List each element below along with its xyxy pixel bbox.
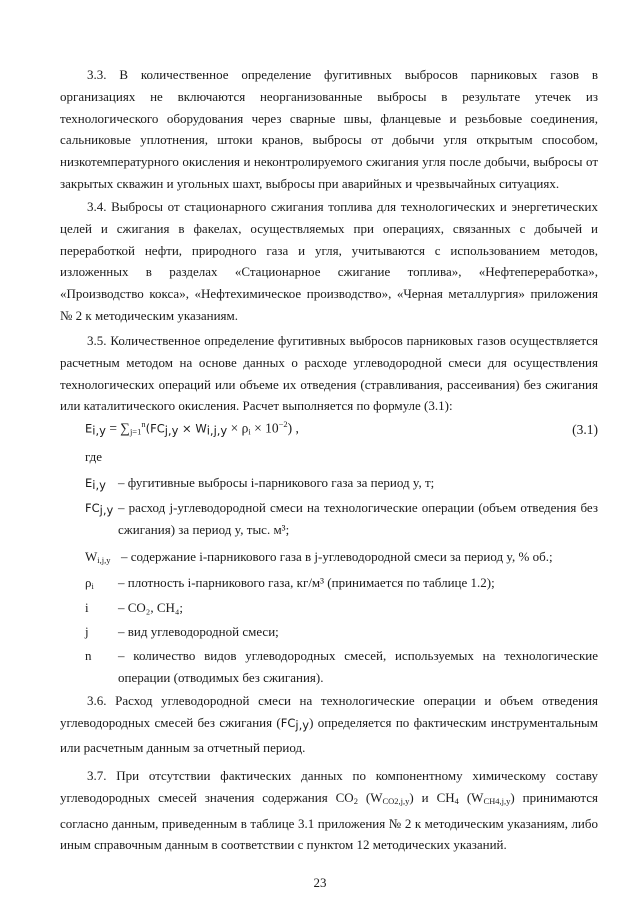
paragraph-3-7: 3.7. При отсутствии фактических данных по компонентному химическому составу углеводородных смесей значения содержания $CO_2$ $(W_{CO2,j,y})$ и $CH_4$ $(W_{CH4,j,y})$ принимаются согласно данным, приведенным в таблице 3.1 приложения № 2 к методическим указаниям, либо иным справочным данным в соответствии с пунктом 12 методических указаний. <box>60 768 598 853</box>
formula-3-1 <box>85 419 598 441</box>
formula-expression: $E_{i,y} = \sum_{j=1}^n(FC_{j,y} \times W_{i,j,y} \times \rho_i \times 10^{-2})$ , <box>85 419 299 438</box>
definition-w: $W_{i,j,y}$ – содержание i-парникового газа в j-углеводородной смеси за период y, % об.; <box>85 549 553 565</box>
paragraph-3-3: 3.3. В количественное определение фугитивных выбросов парниковых газов в организациях не включаются неорганизованные выбросы в результате утечек из технологического оборудования через сварные швы, фланцевые и резьбовые соединения, сальниковые уплотнения, штоки кранов, выбросы от добычи угля открытым способом, низкотемпературного окисления и неконтролируемого сжигания угля после добычи, выбросы от закрытых скважин и угольных шахт, выбросы при аварийных и чрезвычайных ситуациях. <box>60 67 598 191</box>
definition-e: $E_{i,y}$ – фугитивные выбросы i-парникового газа за период y, т; <box>85 475 435 492</box>
paragraph-3-5: 3.5. Количественное определение фугитивных выбросов парниковых газов осуществляется расчетным методом на основе данных о расходе углеводородной смеси для осуществления технологических операций или объеме их отведения (стравливания, рассеивания) без сжигания или каталитического окисления. Расчет выполняется по формуле (3.1): <box>60 333 598 414</box>
definition-j: j – вид углеводородной смеси; <box>85 624 279 639</box>
paragraph-3-6: 3.6. Расход углеводородной смеси на технологические операции и объем отведения углеводородных смесей без сжигания $(FC_{j,y})$ определяется по фактическим инструментальным или расчетным данным за отчетный период. <box>60 693 598 755</box>
formula-number: (3.1) <box>572 422 598 437</box>
page-number: 23 <box>313 875 327 890</box>
definition-i: i – CO₂, CH₄; <box>85 600 184 615</box>
definition-n: n – количество видов углеводородных смесей, используемых на технологические операции (отводимых без сжигания). <box>85 648 598 685</box>
where-label: где <box>85 449 103 464</box>
paragraph-3-4: 3.4. Выбросы от стационарного сжигания топлива для технологических и энергетических целей и сжигания в факелах, осуществляемых при операциях, связанных с добычей и переработкой нефти, природного газа и угля, учитываются с использованием методов, изложенных в разделах «Стационарное сжигание топлива», «Нефтепереработка», «Производство кокса», «Нефтехимическое производство», «Черная металлургия» приложения № 2 к методическим указаниям. <box>60 199 598 323</box>
definition-rho: $\rho_i$ – плотность i-парникового газа, кг/м³ (принимается по таблице 1.2); <box>85 575 495 591</box>
definition-fc: $FC_{j,y}$ – расход j-углеводородной смеси на технологические операции (объем отведения без сжигания) за период y, тыс. м³; <box>85 500 598 537</box>
